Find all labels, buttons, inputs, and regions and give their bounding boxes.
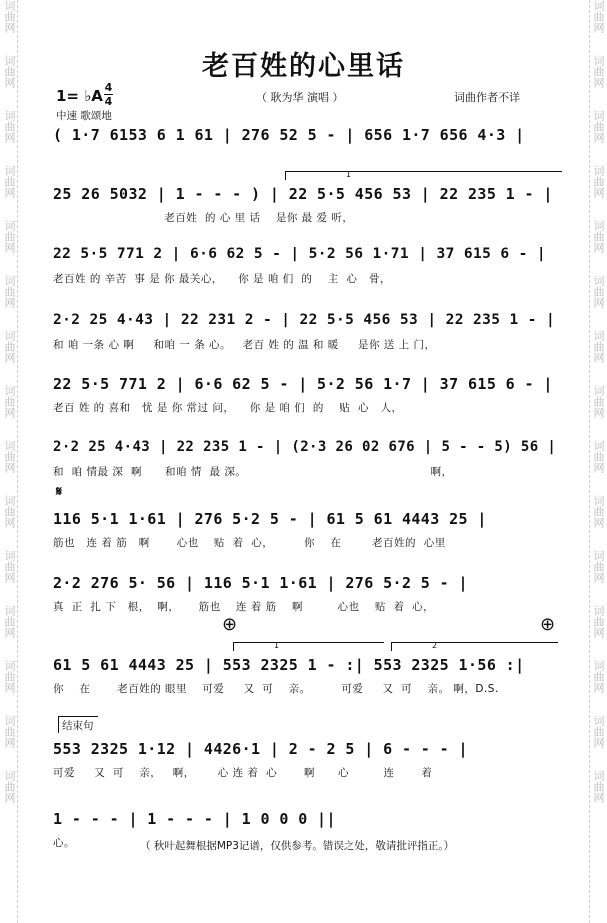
watermark-text: 词曲网 xyxy=(3,550,16,583)
watermark-text: 词曲网 xyxy=(592,495,605,528)
watermark-text: 词曲网 xyxy=(3,165,16,198)
time-top: 4 xyxy=(104,81,113,94)
ending-number: 2 xyxy=(432,641,438,650)
lyric-line: 你 在 老百姓的 眼里 可爱 又 可 亲。 可爱 又 可 亲。 啊，D.S. xyxy=(53,683,499,695)
lyric-line: 和 咱 一条 心 啊 和咱 一 条 心。 老百 姓 的 温 和 暖 是你 送 上 门， xyxy=(53,339,436,351)
watermark-text: 词曲网 xyxy=(592,715,605,748)
watermark-text: 词曲网 xyxy=(592,660,605,693)
watermark-text: 词曲网 xyxy=(3,275,16,308)
watermark-text: 词曲网 xyxy=(592,220,605,253)
watermark-text: 词曲网 xyxy=(592,55,605,88)
watermark-text: 词曲网 xyxy=(3,770,16,803)
watermark-text: 词曲网 xyxy=(592,605,605,638)
watermark-text: 词曲网 xyxy=(592,165,605,198)
watermark-right xyxy=(589,0,606,923)
lyric-line: 老百姓 的 心 里 话 是你 最 爱 听， xyxy=(53,212,354,224)
watermark-text: 词曲网 xyxy=(3,0,16,33)
watermark-text: 词曲网 xyxy=(3,495,16,528)
watermark-text: 词曲网 xyxy=(3,55,16,88)
lyric-line: 筋也 连 着 筋 啊 心也 贴 着 心， 你 在 老百姓的 心里 xyxy=(53,537,446,549)
watermark-text: 词曲网 xyxy=(3,330,16,363)
footer-note: （ 秋叶起舞根据MP3记谱，仅供参考。错误之处，敬请批评指正。） xyxy=(140,840,455,852)
notation-line: 116 5·1 1·61 | 276 5·2 5 - | 61 5 61 4443 25 | xyxy=(53,510,487,528)
lyric-line: 和 咱 情最 深 啊 和咱 情 最 深。 啊， xyxy=(53,466,453,478)
watermark-text: 词曲网 xyxy=(3,220,16,253)
performer-label: （ 耿为华 演唱 ） xyxy=(256,91,344,104)
time-signature xyxy=(104,82,113,107)
lyric-line: 心。 xyxy=(53,837,75,849)
watermark-text: 词曲网 xyxy=(3,385,16,418)
notation-line: 553 2325 1·12 | 4426·1 | 2 - 2 5 | 6 - - - | xyxy=(53,740,468,758)
page-title: 老百姓的心里话 xyxy=(202,51,405,82)
notation-line: 22 5·5 771 2 | 6·6 62 5 - | 5·2 56 1·71 | 37 615 6 - | xyxy=(53,246,547,262)
watermark-text: 词曲网 xyxy=(592,330,605,363)
watermark-left xyxy=(1,0,18,923)
credit-label: 词曲作者不详 xyxy=(454,91,520,104)
watermark-text: 词曲网 xyxy=(3,440,16,473)
watermark-text: 词曲网 xyxy=(3,715,16,748)
watermark-text: 词曲网 xyxy=(3,605,16,638)
volta-number: 1 xyxy=(346,170,352,179)
notation-line: 61 5 61 4443 25 | 553 2325 1 - :| 553 2325 1·56 :| xyxy=(53,656,525,674)
lyric-line: 可爱 又 可 亲， 啊， 心 连 着 心 啊 心 连 着 xyxy=(53,767,433,779)
ending-label: 结束句 xyxy=(58,716,98,733)
lyric-line: 老百 姓 的 喜和 忧 是 你 常过 问， 你 是 咱 们 的 贴 心 人， xyxy=(53,402,403,414)
segno-icon: 𝄋 xyxy=(56,484,63,500)
lyric-line: 真 正 扎 下 根， 啊， 筋也 连 着 筋 啊 心也 贴 着 心， xyxy=(53,601,435,613)
first-ending-bracket xyxy=(233,642,384,651)
notation-line: ( 1·7 6153 6 1 61 | 276 52 5 - | 656 1·7 656 4·3 | xyxy=(53,126,525,144)
coda-icon: ⊕ xyxy=(540,614,556,635)
notation-line: 2·2 25 4·43 | 22 235 1 - | (2·3 26 02 676 | 5 - - 5) 56 | xyxy=(53,439,557,455)
notation-line: 22 5·5 771 2 | 6·6 62 5 - | 5·2 56 1·7 | 37 615 6 - | xyxy=(53,375,553,393)
coda-icon: ⊕ xyxy=(222,614,238,635)
notation-line: 1 - - - | 1 - - - | 1 0 0 0 || xyxy=(53,810,336,828)
watermark-text: 词曲网 xyxy=(592,550,605,583)
watermark-text: 词曲网 xyxy=(592,0,605,33)
lyric-line: 老百姓 的 辛苦 事 是 你 最关心， 你 是 咱 们 的 主 心 骨， xyxy=(53,273,391,285)
watermark-text: 词曲网 xyxy=(592,770,605,803)
watermark-text: 词曲网 xyxy=(592,440,605,473)
time-bottom: 4 xyxy=(104,95,113,108)
volta-bracket xyxy=(285,171,562,180)
notation-line: 2·2 25 4·43 | 22 231 2 - | 22 5·5 456 53 | 22 235 1 - | xyxy=(53,312,556,328)
watermark-text: 词曲网 xyxy=(3,110,16,143)
ending-number: 1 xyxy=(274,641,280,650)
watermark-text: 词曲网 xyxy=(3,660,16,693)
tempo-marking: 中速 歌颂地 xyxy=(56,110,112,122)
key-signature: 1= ♭A xyxy=(56,87,103,105)
watermark-text: 词曲网 xyxy=(592,385,605,418)
notation-line: 2·2 276 5· 56 | 116 5·1 1·61 | 276 5·2 5 - | xyxy=(53,574,468,592)
second-ending-bracket xyxy=(391,642,558,651)
notation-line: 25 26 5032 | 1 - - - ) | 22 5·5 456 53 | 22 235 1 - | xyxy=(53,185,553,203)
watermark-text: 词曲网 xyxy=(592,110,605,143)
watermark-text: 词曲网 xyxy=(592,275,605,308)
